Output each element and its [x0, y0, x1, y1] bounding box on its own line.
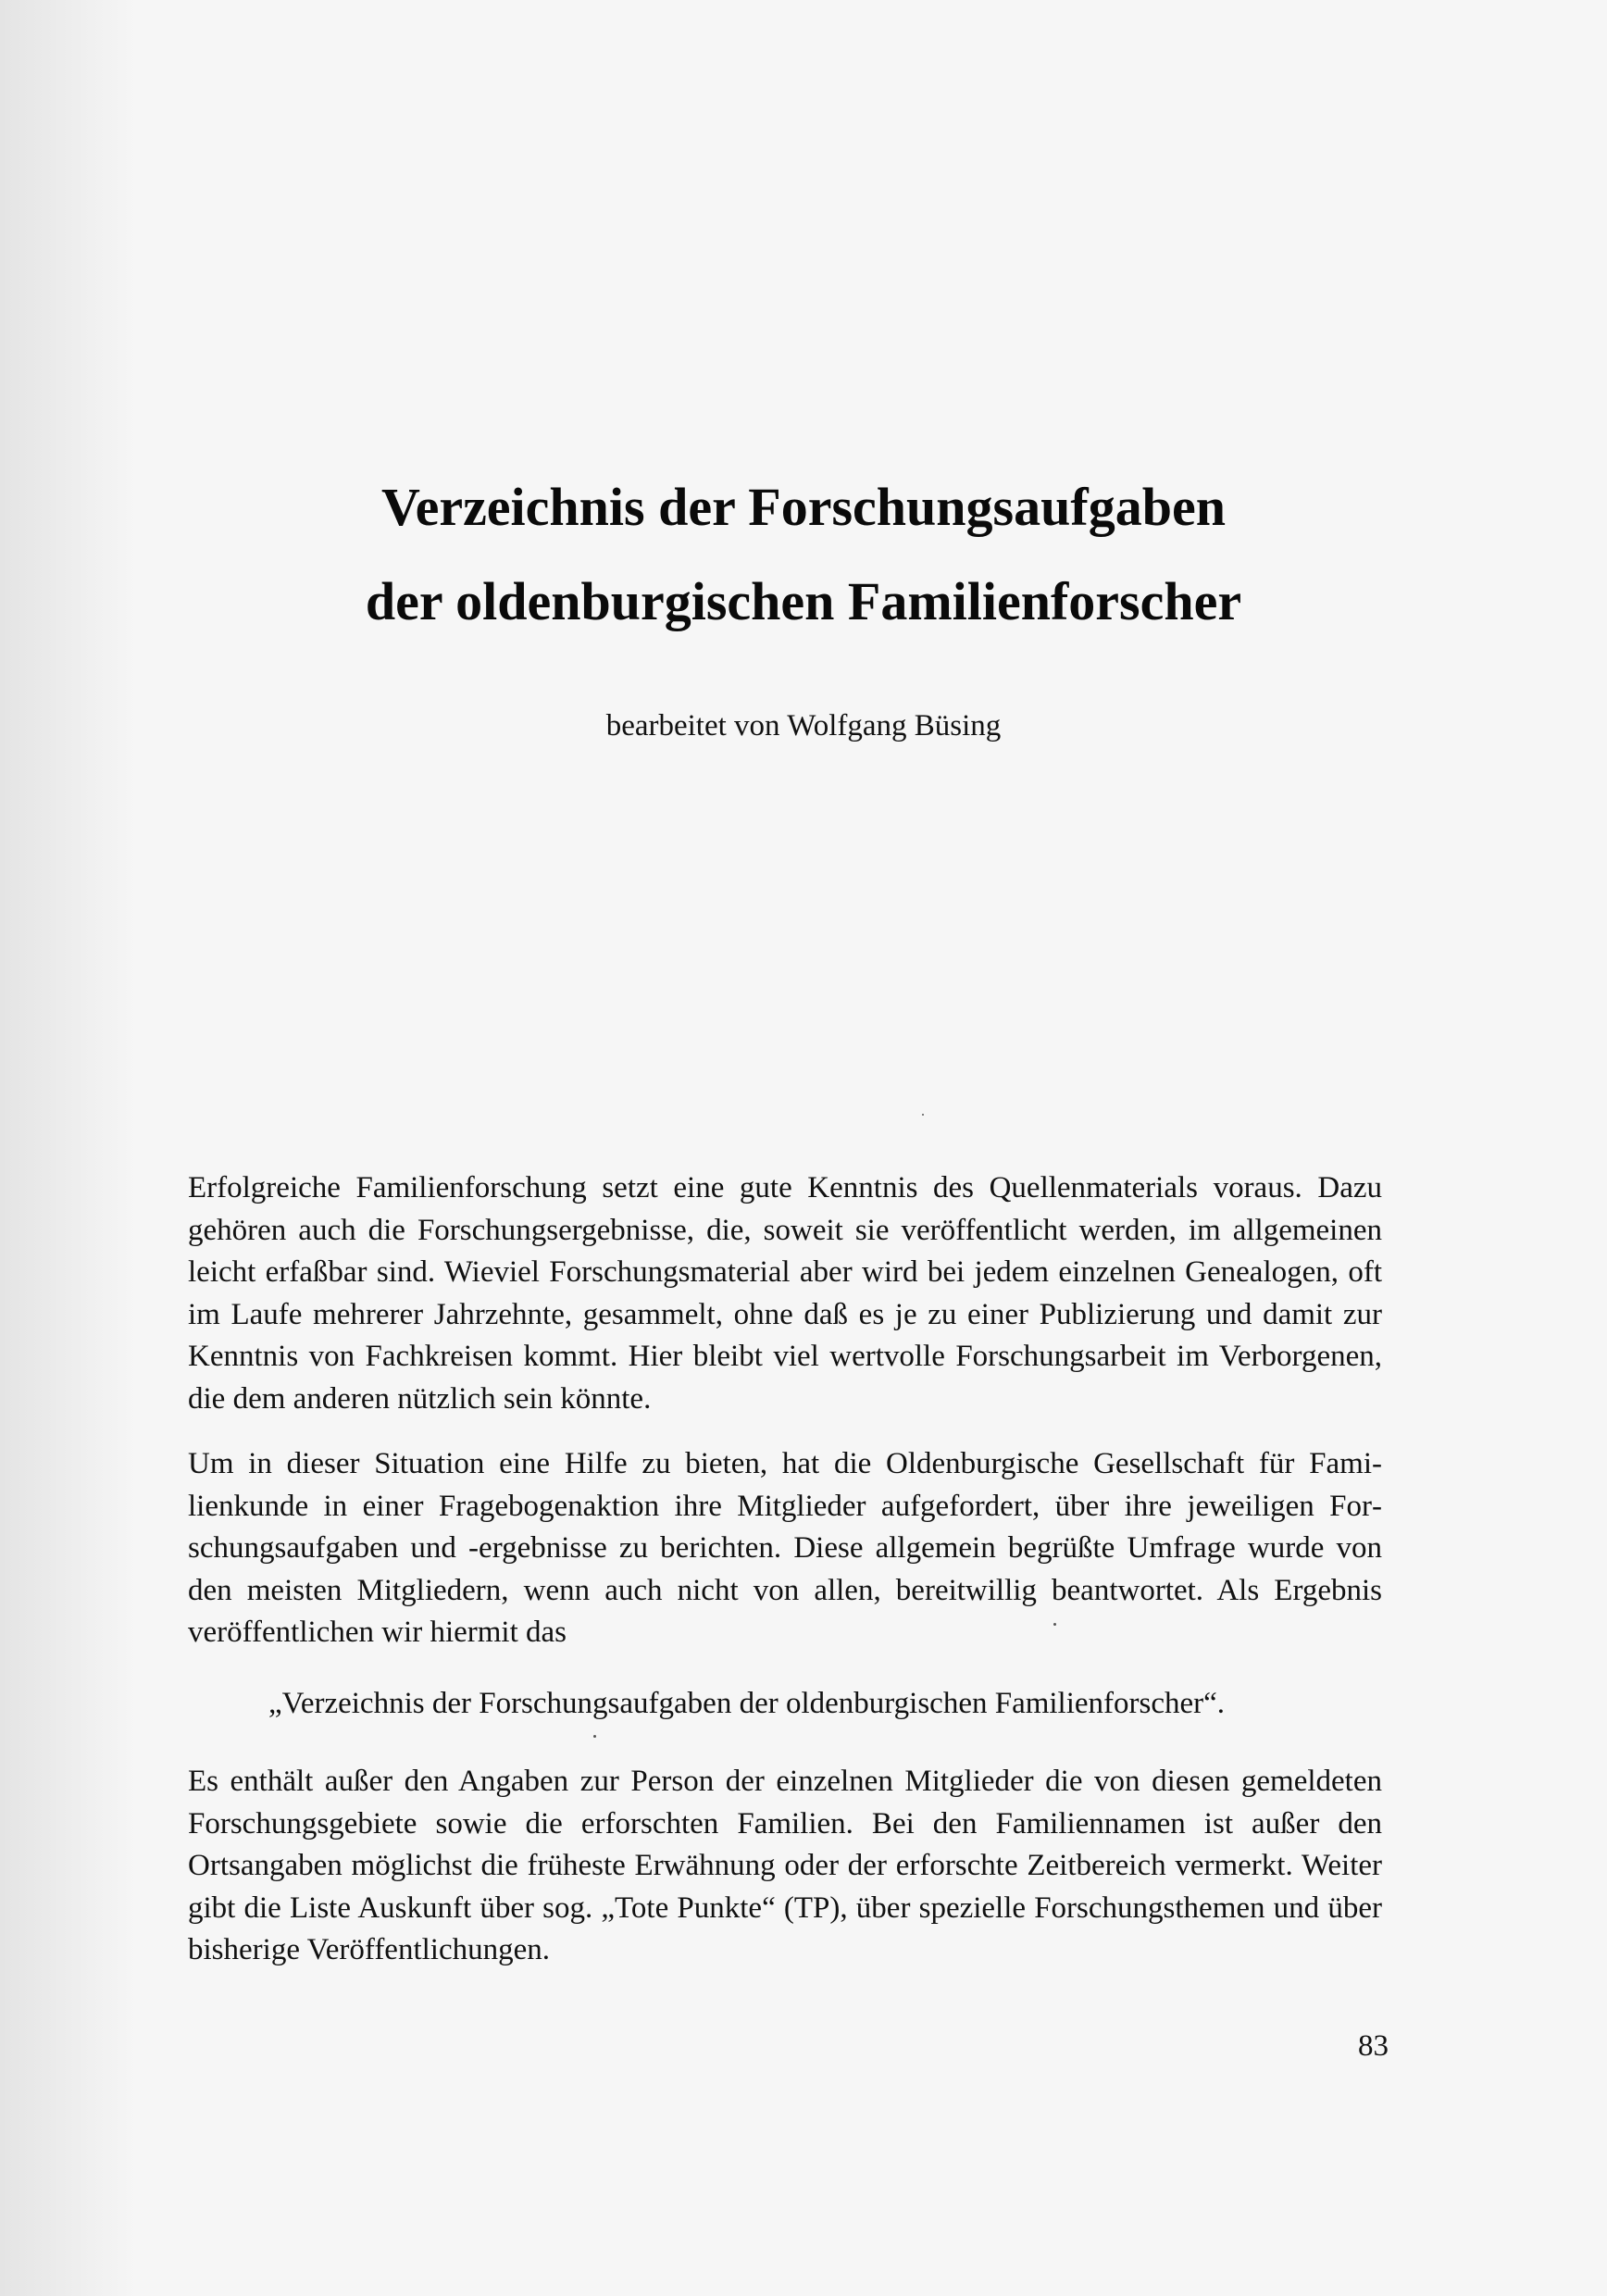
print-speck — [1053, 1623, 1056, 1626]
paragraph-survey: Um in dieser Situation eine Hilfe zu bieten, hat die Oldenburgische Gesellschaft für Familienkunde in einer Fragebogenaktion ihre Mitglieder aufgefordert, über ihre jeweiligen Forschungsaufgaben und -ergebnisse zu berichten. Diese allgemein begrüßte Umfrage wurde von den meisten Mitgliedern, wenn auch nicht von allen, bereitwillig beantwortet. Als Ergebnis veröffentlichen wir hiermit das — [188, 1447, 1382, 1649]
quoted-title: „Verzeichnis der Forschungsaufgaben der oldenburgischen Familienforscher“. — [268, 1687, 1226, 1720]
paragraph-contents: Es enthält außer den Angaben zur Person der einzelnen Mitglieder die von diesen gemeldeten Forschungsgebiete sowie die erforschten Familien. Bei den Familiennamen ist außer den Ortsangaben möglichst die früheste Erwähnung oder der erforschte Zeitbereich vermerkt. Weiter gibt die Liste Auskunft über sog. „Tote Punkte“ (TP), über spezielle Forschungsthemen und über bisherige Veröffentlichungen. — [188, 1765, 1382, 1966]
title-line-1: Verzeichnis der Forschungsaufgaben — [381, 477, 1226, 537]
page-edge-shadow — [0, 0, 137, 2296]
title-line-2: der oldenburgischen Familienforscher — [365, 571, 1242, 631]
print-speck — [593, 1735, 596, 1738]
print-speck — [922, 1114, 924, 1116]
paragraph-intro: Erfolgreiche Familienforschung setzt eine gute Kenntnis des Quellenmaterials voraus. Dazu gehören auch die Forschungsergebnisse, die, soweit sie veröffentlicht werden, im allgemeinen leicht erfaßbar sind. Wieviel Forschungsmaterial aber wird bei jedem einzelnen Genealogen, oft im Laufe mehrerer Jahrzehnte, gesammelt, ohne daß es je zu einer Publizierung und damit zur Kenntnis von Fachkreisen kommt. Hier bleibt viel wertvolle Forschungsarbeit im Verborgenen, die dem anderen nützlich sein könnte. — [188, 1171, 1382, 1416]
page-number: 83 — [1358, 2029, 1389, 2063]
byline: bearbeitet von Wolfgang Büsing — [605, 709, 1002, 742]
